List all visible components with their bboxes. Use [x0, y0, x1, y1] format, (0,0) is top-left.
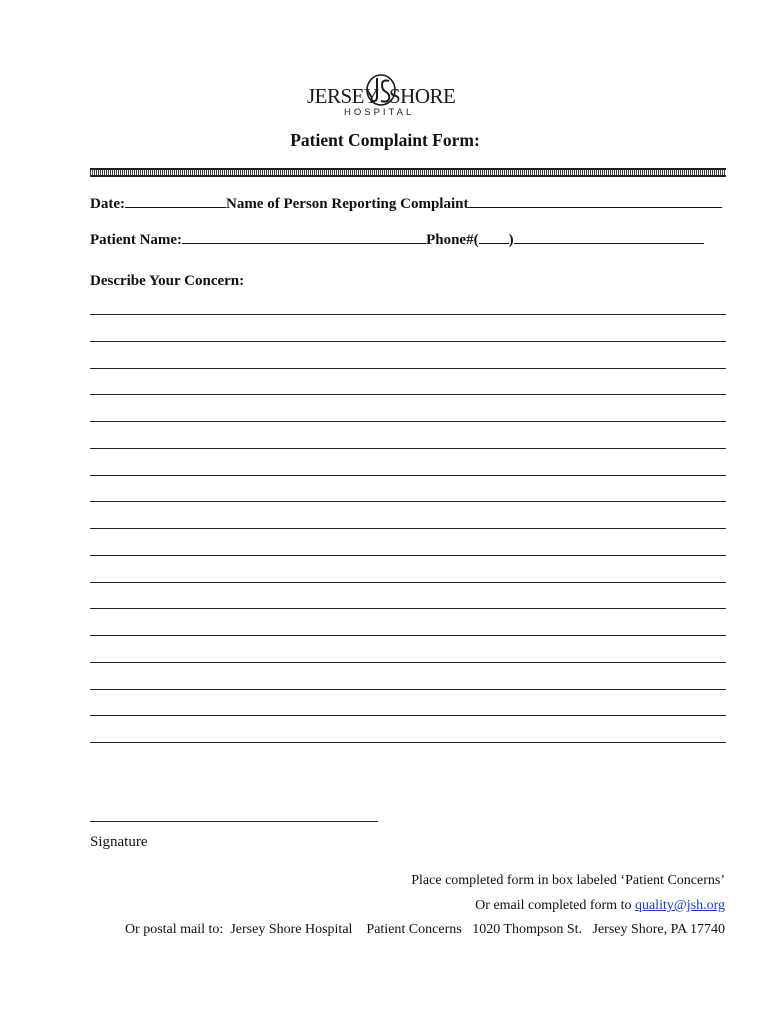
email-link[interactable]: quality@jsh.org [634, 898, 725, 913]
postal-prefix: Or postal mail to: [124, 922, 224, 937]
concern-line[interactable] [90, 742, 726, 743]
logo-word-shore: SHORE [389, 84, 456, 108]
reporter-label: Name of Person Reporting Complaint [225, 196, 469, 212]
hospital-logo [300, 70, 456, 120]
concern-line[interactable] [90, 528, 726, 529]
signature-label: Signature [90, 834, 148, 850]
concern-line[interactable] [90, 689, 726, 690]
concern-line[interactable] [90, 394, 726, 395]
date-field[interactable] [125, 193, 226, 208]
footer-email-prefix: Or email completed form to [475, 898, 632, 913]
concern-line[interactable] [90, 421, 726, 422]
footer-postal-line [125, 922, 725, 938]
concern-line[interactable] [90, 662, 726, 663]
logo-subtitle: HOSPITAL [344, 107, 415, 118]
title-divider [90, 168, 726, 177]
concern-line[interactable] [90, 555, 726, 556]
phone-number-field[interactable] [514, 229, 704, 244]
concern-label: Describe Your Concern: [90, 273, 245, 289]
concern-line[interactable] [90, 448, 726, 449]
patient-name-field[interactable] [182, 229, 426, 244]
concern-line[interactable] [90, 635, 726, 636]
concern-line[interactable] [90, 715, 726, 716]
concern-line[interactable] [90, 368, 726, 369]
reporter-field[interactable] [468, 193, 722, 208]
signature-line[interactable] [90, 821, 378, 822]
concern-line[interactable] [90, 475, 726, 476]
date-label: Date: [90, 196, 125, 212]
date-reporter-row [90, 193, 726, 213]
concern-line[interactable] [90, 314, 726, 315]
patient-phone-row [90, 229, 726, 249]
postal-name: Jersey Shore Hospital [230, 922, 353, 937]
concern-line[interactable] [90, 582, 726, 583]
concern-line[interactable] [90, 501, 726, 502]
postal-street: 1020 Thompson St. [472, 922, 582, 937]
patient-name-label: Patient Name: [90, 232, 183, 248]
postal-city: Jersey Shore, PA 17740 [592, 922, 725, 937]
concern-line[interactable] [90, 608, 726, 609]
form-title: Patient Complaint Form: [290, 130, 480, 150]
footer-instruction: Place completed form in box labeled ‘Patient Concerns’ [411, 873, 725, 888]
logo-word-jersey: JERSEY [307, 84, 379, 108]
postal-dept: Patient Concerns [366, 922, 462, 937]
phone-label: Phone#( [426, 232, 479, 248]
footer-email-line [475, 898, 725, 914]
phone-paren-close: ) [508, 232, 514, 248]
concern-line[interactable] [90, 341, 726, 342]
phone-area-code-field[interactable] [479, 229, 509, 244]
